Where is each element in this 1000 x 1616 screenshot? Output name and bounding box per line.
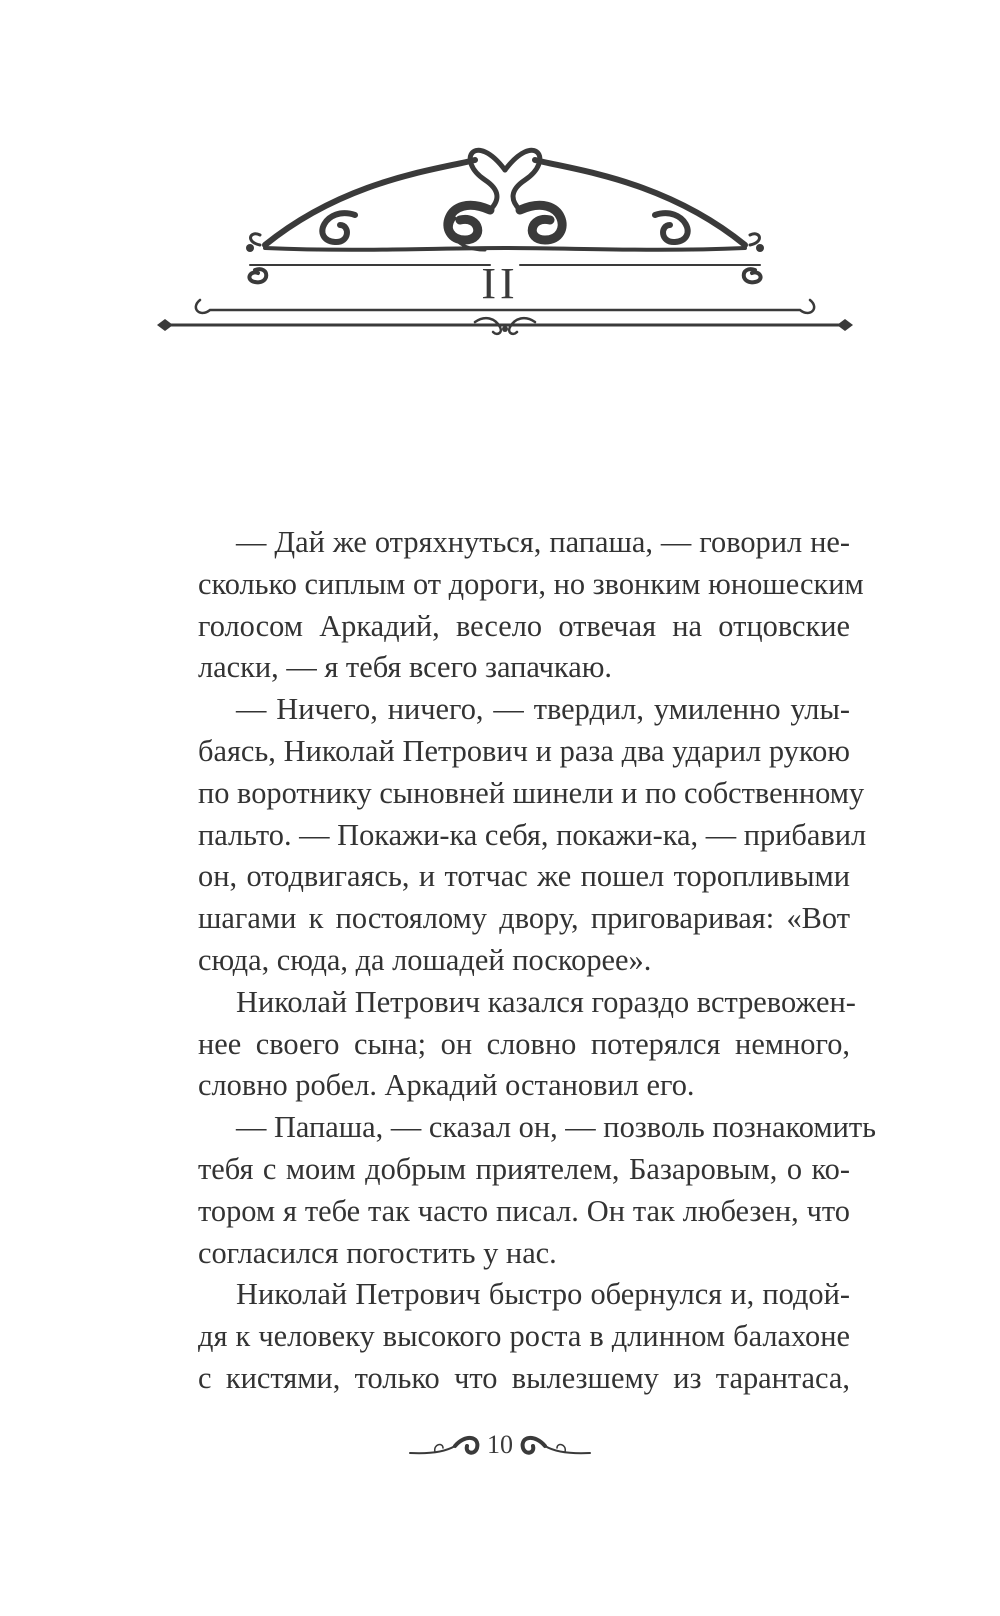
text-line: голосом Аркадий, весело отвечая на отцовские	[198, 608, 850, 643]
text-line: тебя с моим добрым приятелем, Базаровым, о ко-	[198, 1151, 850, 1186]
paragraph	[160, 1107, 877, 1274]
text-line: пальто. — Покажи-ка себя, покажи-ка, — прибавил	[198, 817, 867, 852]
text-line: Николай Петрович быстро обернулся и, подой-	[236, 1277, 850, 1312]
text-line: он, отодвигаясь, и тотчас же пошел торопливыми	[198, 859, 850, 894]
text-line: словно робел. Аркадий остановил его.	[198, 1068, 695, 1103]
chapter-ornament	[155, 130, 855, 350]
page-number: 10	[487, 1430, 513, 1459]
text-line: дя к человеку высокого роста в длинном балахоне	[198, 1319, 850, 1354]
text-line: сколько сиплым от дороги, но звонким юношеским	[198, 566, 864, 601]
text-line: Николай Петрович казался гораздо встревожен-	[236, 984, 856, 1019]
text-line: тором я тебе так часто писал. Он так любезен, что	[198, 1193, 850, 1228]
text-line: нее своего сына; он словно потерялся немного,	[198, 1026, 850, 1061]
text-line: по воротнику сыновней шинели и по собственному	[198, 775, 865, 810]
text-line: сюда, сюда, да лошадей поскорее».	[198, 942, 652, 977]
text-line: — Дай же отряхнуться, папаша, — говорил не-	[236, 525, 850, 559]
paragraph	[160, 522, 864, 689]
text-line: согласился погостить у нас.	[198, 1235, 557, 1270]
paragraph	[160, 1274, 850, 1399]
text-line: шагами к постоялому двору, приговаривая: «Вот	[198, 901, 850, 936]
paragraph	[160, 689, 867, 982]
chapter-number: II	[481, 259, 519, 308]
text-line: — Ничего, ничего, — твердил, умиленно улы-	[236, 692, 850, 727]
text-line: ласки, — я тебя всего запачкаю.	[198, 650, 613, 685]
text-line: с кистями, только что вылезшему из тарантаса,	[198, 1360, 850, 1395]
text-line: — Папаша, — сказал он, — позволь познакомить	[236, 1110, 877, 1145]
chapter-text	[160, 522, 877, 1400]
text-line: баясь, Николай Петрович и раза два ударил рукою	[198, 733, 850, 768]
paragraph	[160, 982, 856, 1107]
